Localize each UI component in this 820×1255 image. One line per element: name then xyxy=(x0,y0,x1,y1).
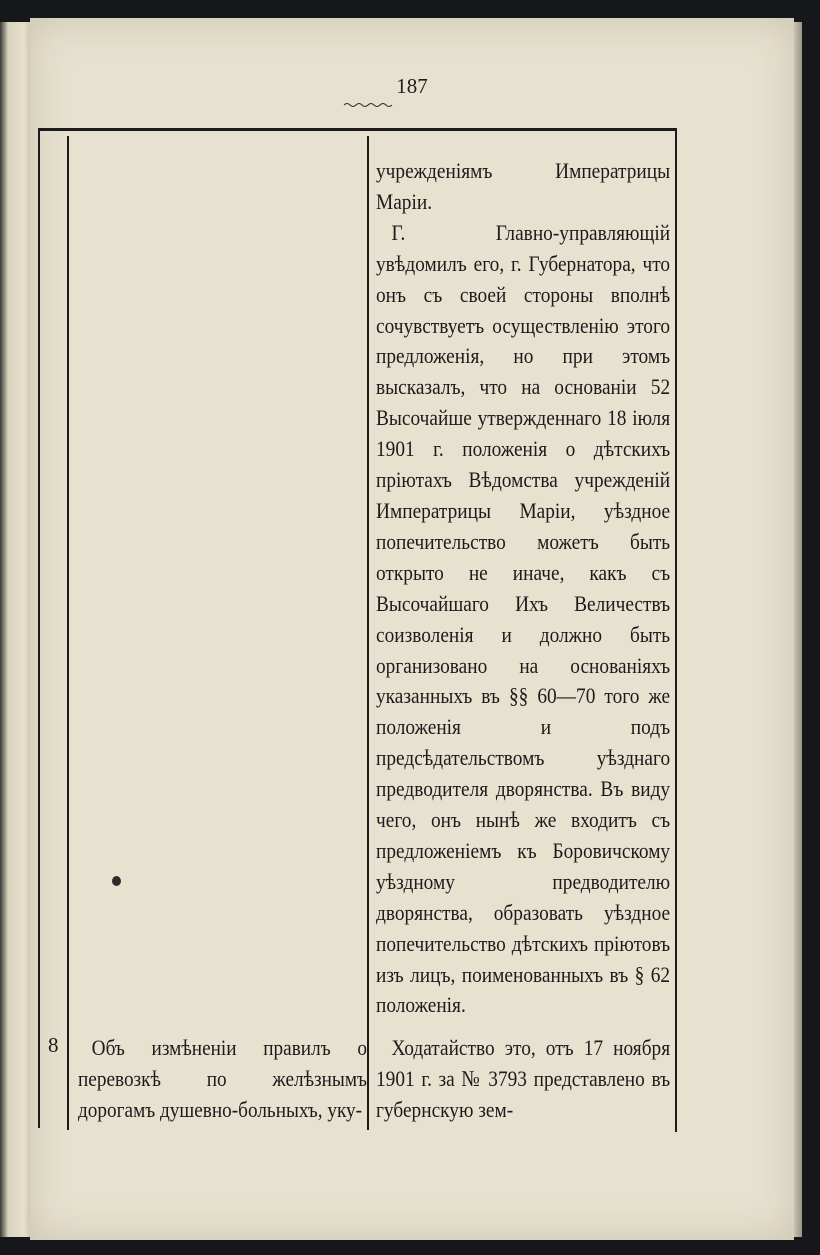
table-left-border xyxy=(38,128,40,1128)
resolution-paragraph: учрежденіямъ Императрицы Маріи. xyxy=(376,158,671,214)
row-number: 8 xyxy=(48,1033,59,1057)
page-number: 187 xyxy=(396,74,428,98)
subject-column-divider xyxy=(367,136,369,1130)
number-column-divider xyxy=(67,136,69,1130)
resolution-column-text xyxy=(376,156,670,1021)
table-top-rule xyxy=(38,128,677,131)
row-subject-text: Объ измѣненіи правилъ о перевозкѣ по желѣзнымъ дорогамъ душевно-больныхъ, уку- xyxy=(78,1035,367,1122)
previous-page-edge xyxy=(0,22,30,1237)
book-page xyxy=(30,18,794,1240)
ink-speck xyxy=(112,876,121,886)
page-number-flourish-icon xyxy=(343,102,393,108)
table-right-border xyxy=(675,128,677,1132)
row-resolution-text: Ходатайство это, отъ 17 ноября 1901 г. за № 3793 представлено въ губернскую зем- xyxy=(376,1035,671,1122)
resolution-paragraph: Г. Главно-управляющій увѣдомилъ его, г. Губернатора, что онъ съ своей стороны вполнѣ сочувствуетъ осуществленію этого предложенія, но при этомъ высказалъ, что на основаніи 52 Высочайше утвержденнаго 18 іюля 1901 г. положенія о дѣтскихъ пріютахъ Вѣдомства учрежденій Императрицы Маріи, уѣздное попечительство можетъ быть открыто не иначе, какъ съ Высочайшаго Ихъ Величествъ соизволенія и должно быть организовано на основаніяхъ указанныхъ въ §§ 60—70 того же положенія и подъ предсѣдательствомъ уѣзднаго предводителя дворянства. Въ виду чего, онъ нынѣ же входитъ съ предложеніемъ къ Боровичскому уѣздному предводителю дворянства, образовать уѣздное попечительство дѣтскихъ пріютовъ изъ лицъ, поименованныхъ въ § 62 положенія. xyxy=(376,219,671,1018)
page-right-edge xyxy=(794,22,802,1237)
